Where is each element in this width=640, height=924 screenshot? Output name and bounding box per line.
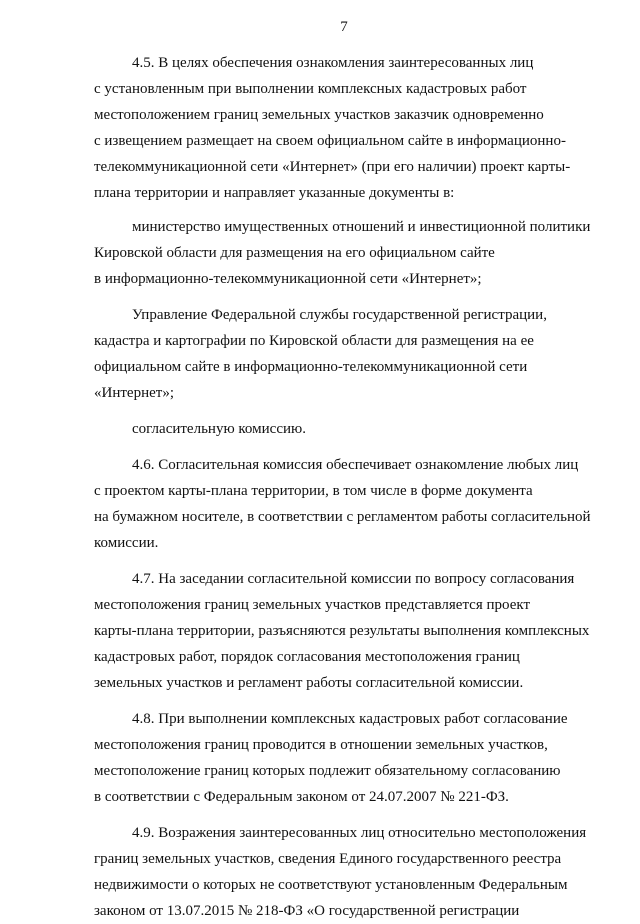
paragraph-4-6: 4.6. Согласительная комиссия обеспечивает ознакомление любых лиц с проектом карты-плана территории, в том числе в форме документа на бумажном носителе, в соответствии с регламентом работы согласительной комиссии. (94, 457, 591, 551)
paragraph-4-5: 4.5. В целях обеспечения ознакомления заинтересованных лиц с установленным при выполнении комплексных кадастровых работ местоположением границ земельных участков заказчик одновременно с извещением размещает на своем официальном сайте в информационно- телекоммуникационной сети «Интернет» (при его наличии) проект карты- плана территории и направляет указанные документы в: (94, 55, 571, 201)
paragraph-4-9: 4.9. Возражения заинтересованных лиц относительно местоположения границ земельных участков, сведения Единого государственного реестра недвижимости о которых не соответствуют установленным Федеральным законом от 13.07.2015 № 218-ФЗ «О государственной регистрации (94, 825, 587, 919)
paragraph-4-7: 4.7. На заседании согласительной комиссии по вопросу согласования местоположения границ земельных участков представляется проект карты-плана территории, разъясняются результаты выполнения комплексных кадастровых работ, порядок согласования местоположения границ земельных участков и регламент работы согласительной комиссии. (94, 571, 590, 691)
paragraph-ministry: министерство имущественных отношений и инвестиционной политики Кировской области для размещения на его официальном сайте в информационно-телекоммуникационной сети «Интернет»; (94, 219, 591, 287)
paragraph-commission: согласительную комиссию. (132, 421, 306, 437)
paragraph-4-8: 4.8. При выполнении комплексных кадастровых работ согласование местоположения границ проводится в отношении земельных участков, местоположение границ которых подлежит обязательному согласованию в соответствии с Федеральным законом от 24.07.2007 № 221-ФЗ. (94, 711, 568, 805)
page-number: 7 (340, 19, 348, 35)
paragraph-rosreestr: Управление Федеральной службы государственной регистрации, кадастра и картографии по Кировской области для размещения на ее официальном сайте в информационно-телекоммуникационной сети «Интернет»; (94, 307, 547, 401)
